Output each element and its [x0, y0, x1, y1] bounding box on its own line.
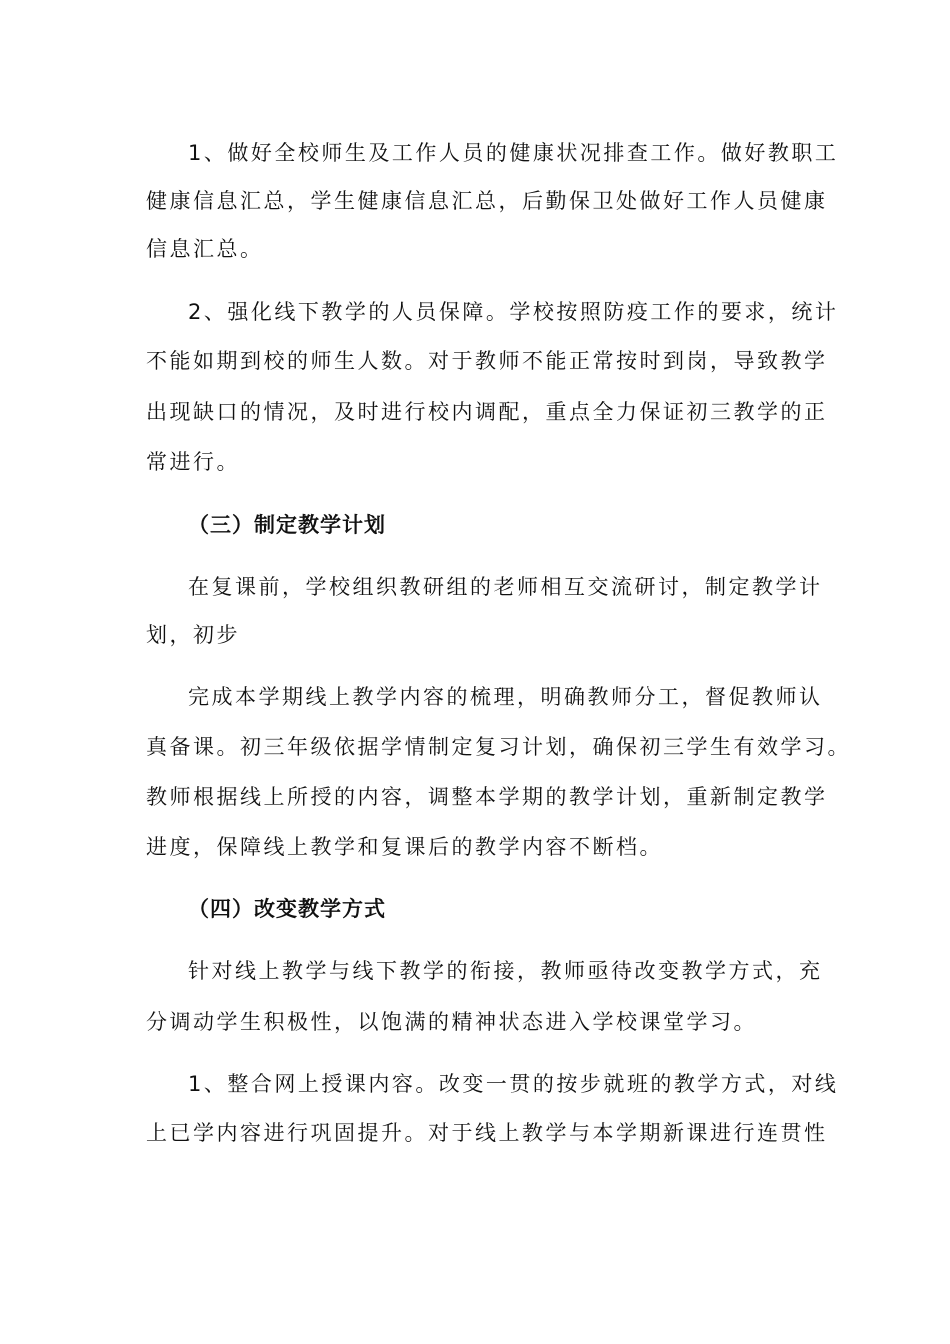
paragraph-4-line-2: 真备课。初三年级依据学情制定复习计划，确保初三学生有效学习。 — [146, 735, 851, 759]
paragraph-2-line-2: 不能如期到校的师生人数。对于教师不能正常按时到岗，导致教学 — [146, 349, 828, 373]
paragraph-4-line-4: 进度，保障线上教学和复课后的教学内容不断档。 — [146, 835, 663, 859]
paragraph-4-line-3: 教师根据线上所授的内容，调整本学期的教学计划，重新制定教学 — [146, 785, 828, 809]
paragraph-5-line-1: 针对线上教学与线下教学的衔接，教师亟待改变教学方式，充 — [188, 959, 823, 983]
section-heading-4: （四）改变教学方式 — [188, 897, 386, 921]
paragraph-2-line-4: 常进行。 — [146, 450, 240, 474]
paragraph-1-line-2: 健康信息汇总，学生健康信息汇总，后勤保卫处做好工作人员健康 — [146, 189, 828, 213]
paragraph-4-line-1: 完成本学期线上教学内容的梳理，明确教师分工，督促教师认 — [188, 685, 823, 709]
paragraph-1-line-3: 信息汇总。 — [146, 237, 264, 261]
section-heading-3: （三）制定教学计划 — [188, 513, 386, 537]
paragraph-6-line-2: 上已学内容进行巩固提升。对于线上教学与本学期新课进行连贯性 — [146, 1121, 828, 1145]
paragraph-2-line-1: 2、强化线下教学的人员保障。学校按照防疫工作的要求，统计 — [188, 300, 839, 324]
paragraph-2-line-3: 出现缺口的情况，及时进行校内调配，重点全力保证初三教学的正 — [146, 400, 828, 424]
paragraph-3-line-2: 划，初步 — [146, 623, 240, 647]
paragraph-6-line-1: 1、整合网上授课内容。改变一贯的按步就班的教学方式，对线 — [188, 1072, 839, 1096]
paragraph-5-line-2: 分调动学生积极性，以饱满的精神状态进入学校课堂学习。 — [146, 1010, 757, 1034]
paragraph-1-line-1: 1、做好全校师生及工作人员的健康状况排查工作。做好教职工 — [188, 141, 839, 165]
paragraph-3-line-1: 在复课前，学校组织教研组的老师相互交流研讨，制定教学计 — [188, 575, 823, 599]
